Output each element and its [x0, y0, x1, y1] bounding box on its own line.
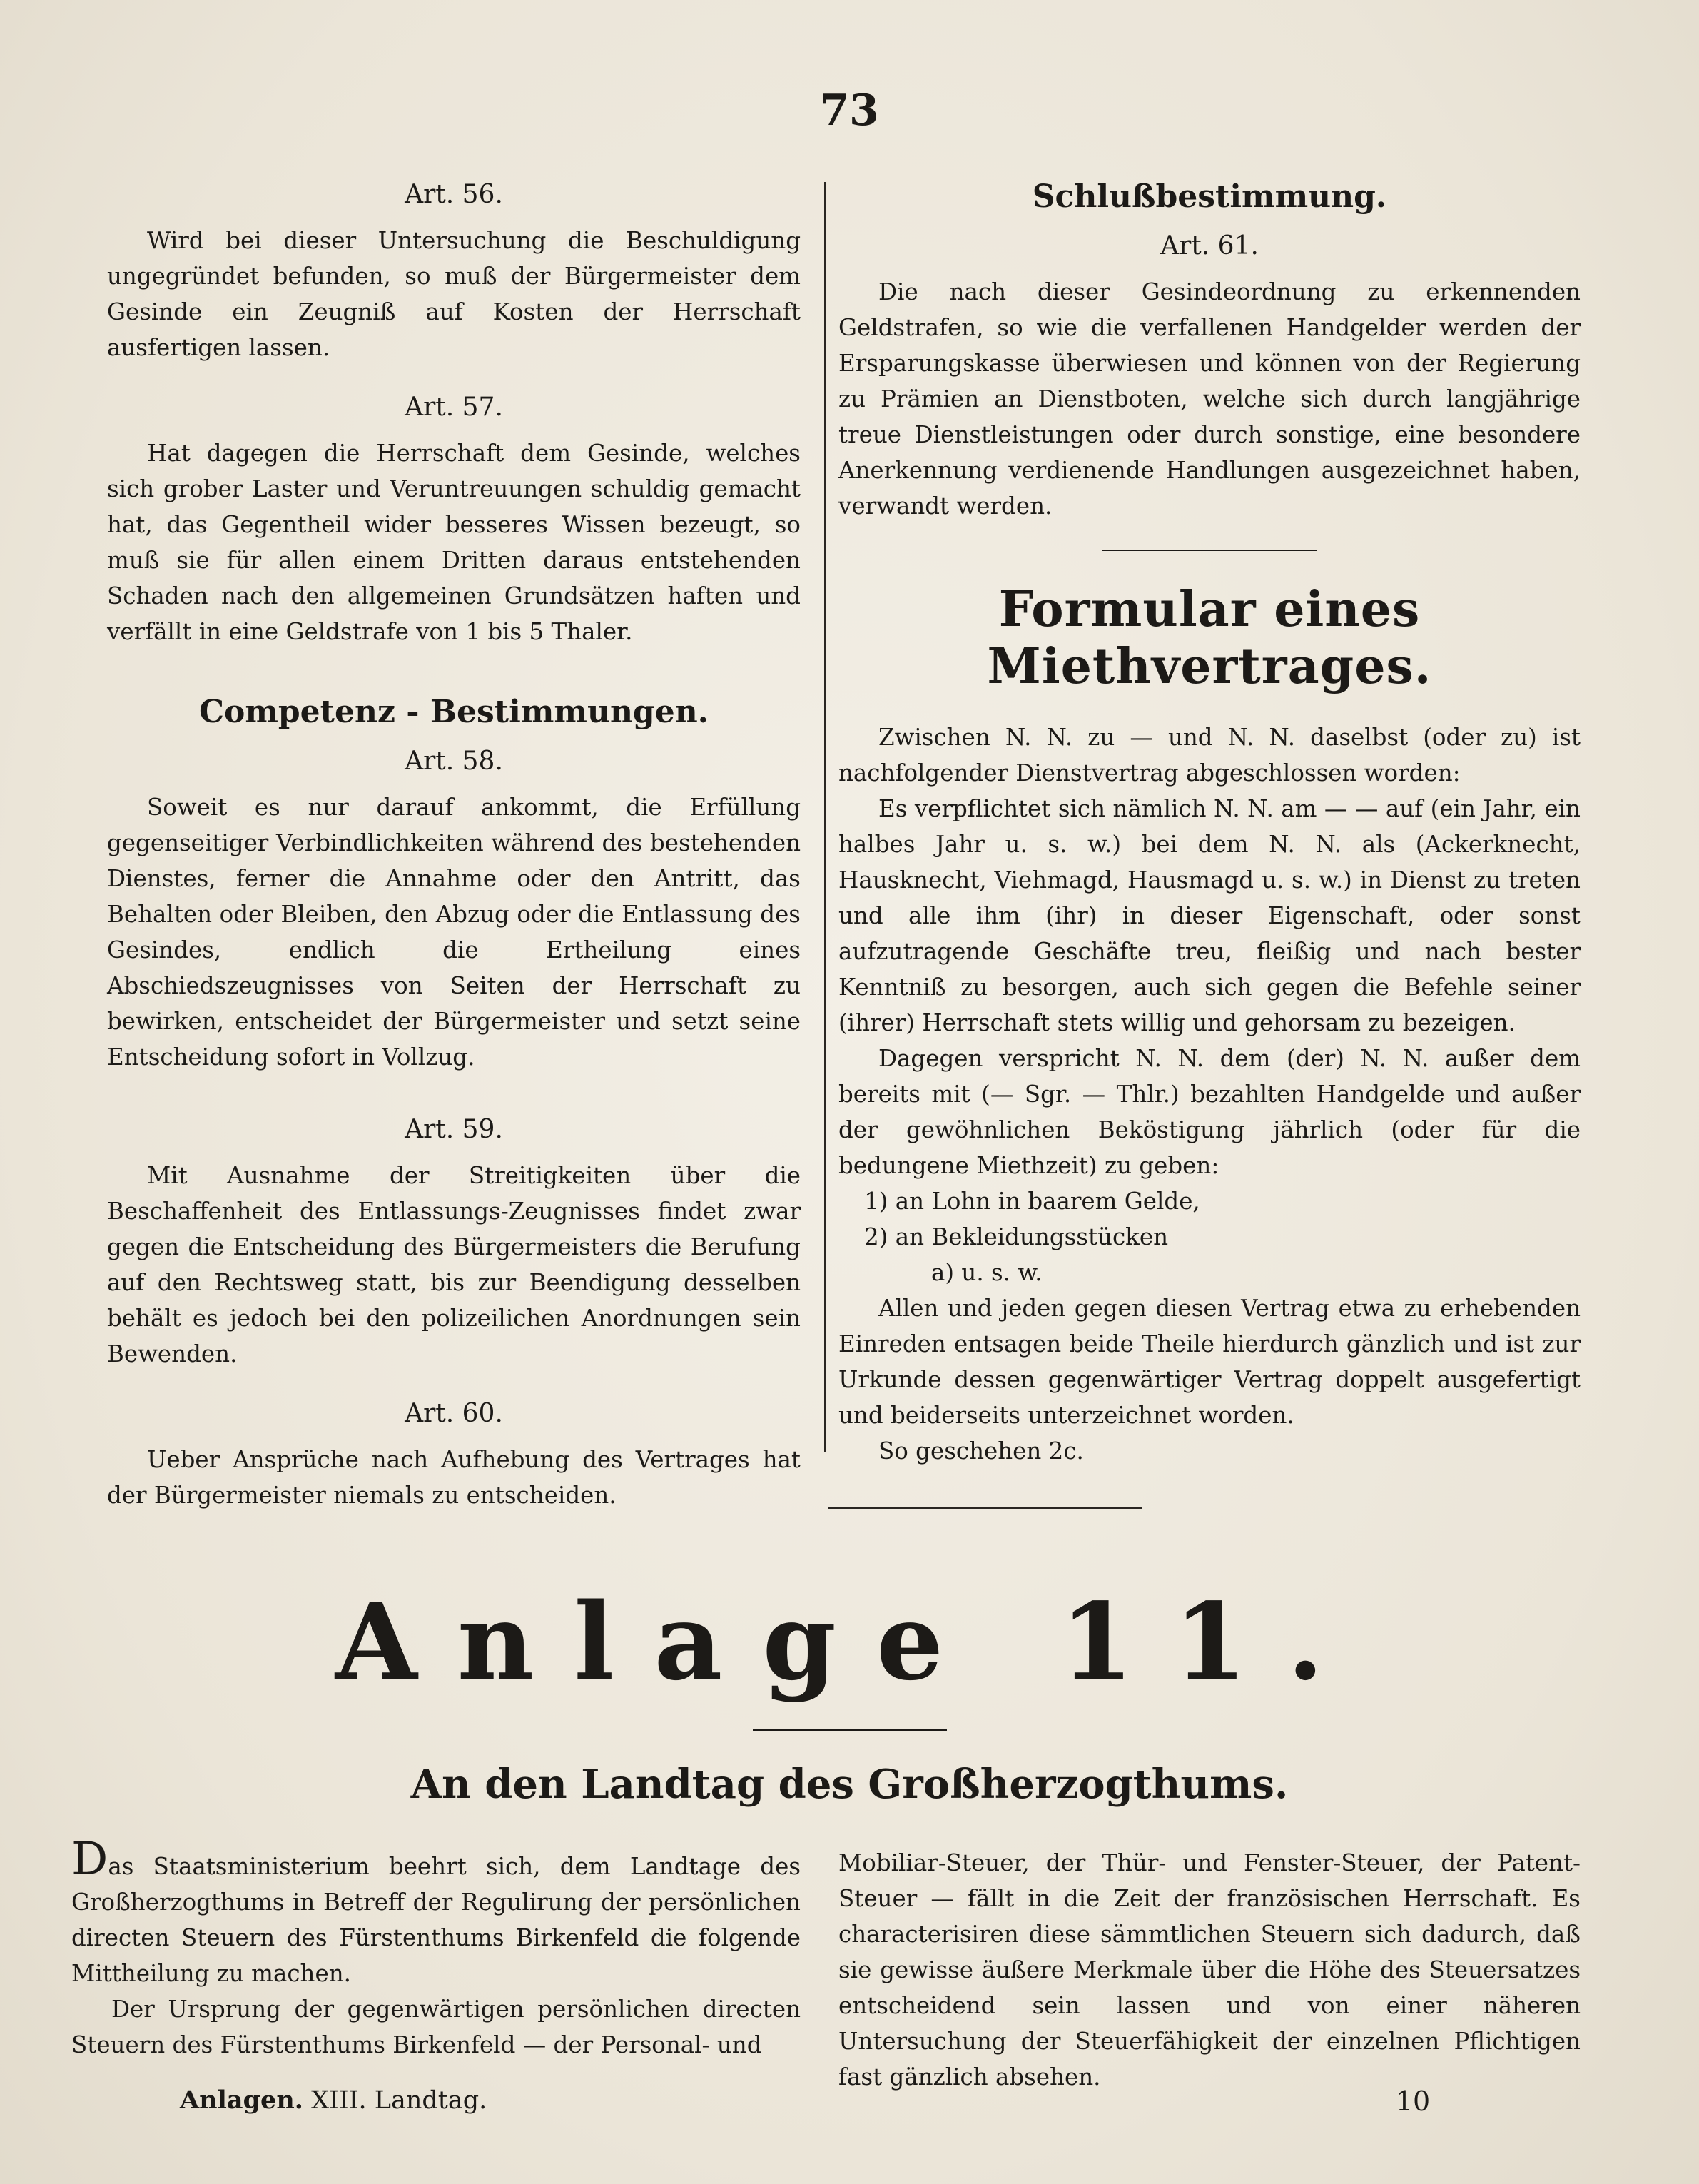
art57-heading: Art. 57.: [405, 393, 503, 422]
art59-heading: Art. 59.: [405, 1115, 503, 1144]
intro-paragraph: [71, 1833, 801, 1991]
anlage-rule: [753, 1729, 947, 1731]
art59-text: Mit Ausnahme der Streitigkeiten über die Beschaffenheit des Entlassungs-Zeugnisses findet zwar gegen die Entscheidung des Bürgermeisters die Berufung auf den Rechtsweg statt, bis zur Beendigung desselben behält es jedoch bei den polizeilichen Anordnungen sein Bewenden.: [107, 1162, 801, 1367]
page-number: 73: [819, 86, 879, 136]
footer-signature: [180, 2086, 487, 2115]
formular-closing: Allen und jeden gegen diesen Vertrag etwa zu erhebenden Einreden entsagen beide Theile hierdurch gänzlich und ist zur Urkunde dessen gegenwärtiger Vertrag doppelt ausgefertigt und beiderseits unterzeichnet worden.: [838, 1295, 1581, 1429]
art61-heading: Art. 61.: [1160, 231, 1259, 261]
formular-intro: Zwischen N. N. zu — und N. N. daselbst (oder zu) ist nachfolgender Dienstvertrag abgeschlossen worden:: [838, 724, 1581, 787]
formular-obligation: Es verpflichtet sich nämlich N. N. am — — auf (ein Jahr, ein halbes Jahr u. s. w.) bei dem N. N. als (Ackerknecht, Hausknecht, Viehmagd, Hausmagd u. s. w.) in Dienst zu treten und alle ihm (ihr) in dieser Eigenschaft, oder sonst aufzutragende Geschäfte treu, fleißig und nach bester Kenntniß zu besorgen, auch sich gegen die Befehle seiner (ihrer) Herrschaft stets willig und gehorsam zu bezeigen.: [838, 795, 1581, 1036]
steuer-paragraph: Mobiliar-Steuer, der Thür- und Fenster-Steuer, der Patent-Steuer — fällt in die Zeit der französischen Herrschaft. Es characterisiren diese sämmtlichen Steuern sich dadurch, daß sie gewisse äußere Merkmale über die Höhe des Steuersatzes entscheidend sein lassen und von einer näheren Untersuchung der Steuerfähigkeit der einzelnen Pflichtigen fast gänzlich absehen.: [838, 1849, 1581, 2091]
separator-rule: [828, 1507, 1142, 1509]
anlage-title: Anlage 11.: [335, 1579, 1364, 1704]
section-rule: [1102, 550, 1317, 551]
intro-text: as Staatsministerium beehrt sich, dem Landtage des Großherzogthums in Betreff der Regulirung der persönlichen directen Steuern des Fürstenthums Birkenfeld die folgende Mittheilung zu machen.: [71, 1853, 801, 1987]
footer-label: Anlagen.: [180, 2086, 303, 2115]
left-column: [107, 177, 801, 1513]
art58-heading: Art. 58.: [405, 747, 503, 776]
formular-signoff: So geschehen 2c.: [878, 1437, 1084, 1465]
schluss-heading: Schlußbestimmung.: [1032, 178, 1387, 215]
list-item: 2) an Bekleidungsstücken: [864, 1223, 1169, 1250]
footer-session: XIII. Landtag.: [303, 2086, 487, 2115]
formular-payment: Dagegen verspricht N. N. dem (der) N. N. außer dem bereits mit (— Sgr. — Thlr.) bezahlten Handgelde und außer der gewöhnlichen Beköstigung jährlich (oder für die bedungene Miethzeit) zu geben:: [838, 1045, 1581, 1179]
bottom-left-column: [71, 1833, 801, 2063]
right-column: [838, 177, 1581, 1469]
sheet-number: 10: [1395, 2086, 1431, 2117]
anlage-subtitle: An den Landtag des Großherzogthums.: [410, 1761, 1289, 1808]
art56-heading: Art. 56.: [405, 180, 503, 209]
art56-text: Wird bei dieser Untersuchung die Beschuldigung ungegründet befunden, so muß der Bürgermeister dem Gesinde ein Zeugniß auf Kosten der Herrschaft ausfertigen lassen.: [107, 227, 801, 361]
art61-text: Die nach dieser Gesindeordnung zu erkennenden Geldstrafen, so wie die verfallenen Handgelder werden der Ersparungskasse überwiesen und können von der Regierung zu Prämien an Dienstboten, welche sich durch langjährige treue Dienstleistungen oder durch sonstige, eine besondere Anerkennung verdienende Handlungen ausgezeichnet haben, verwandt werden.: [838, 278, 1581, 520]
drop-cap: D: [71, 1833, 108, 1886]
competenz-heading: Competenz - Bestimmungen.: [198, 694, 709, 730]
bottom-right-column: [838, 1845, 1581, 2095]
column-divider: [824, 182, 826, 1452]
art60-text: Ueber Ansprüche nach Aufhebung des Vertrages hat der Bürgermeister niemals zu entscheiden.: [107, 1446, 801, 1509]
art60-heading: Art. 60.: [405, 1399, 503, 1428]
art58-text: Soweit es nur darauf ankommt, die Erfüllung gegenseitiger Verbindlichkeiten während des bestehenden Dienstes, ferner die Annahme oder den Antritt, das Behalten oder Bleiben, den Abzug oder die Entlassung des Gesindes, endlich die Ertheilung eines Abschiedszeugnisses von Seiten der Herrschaft zu bewirken, entscheidet der Bürgermeister und setzt seine Entscheidung sofort in Vollzug.: [107, 794, 801, 1071]
formular-title: Formular eines Miethvertrages.: [987, 581, 1432, 695]
art57-text: Hat dagegen die Herrschaft dem Gesinde, welches sich grober Laster und Veruntreuungen schuldig gemacht hat, das Gegentheil wider besseres Wissen bezeugt, so muß sie für allen einem Dritten daraus entstehenden Schaden nach den allgemeinen Grundsätzen haften und verfällt in eine Geldstrafe von 1 bis 5 Thaler.: [107, 440, 801, 645]
origin-paragraph: Der Ursprung der gegenwärtigen persönlichen directen Steuern des Fürstenthums Birkenfeld — der Personal- und: [71, 1996, 801, 2058]
list-item: 1) an Lohn in baarem Gelde,: [864, 1188, 1200, 1215]
list-item: a) u. s. w.: [931, 1259, 1043, 1286]
